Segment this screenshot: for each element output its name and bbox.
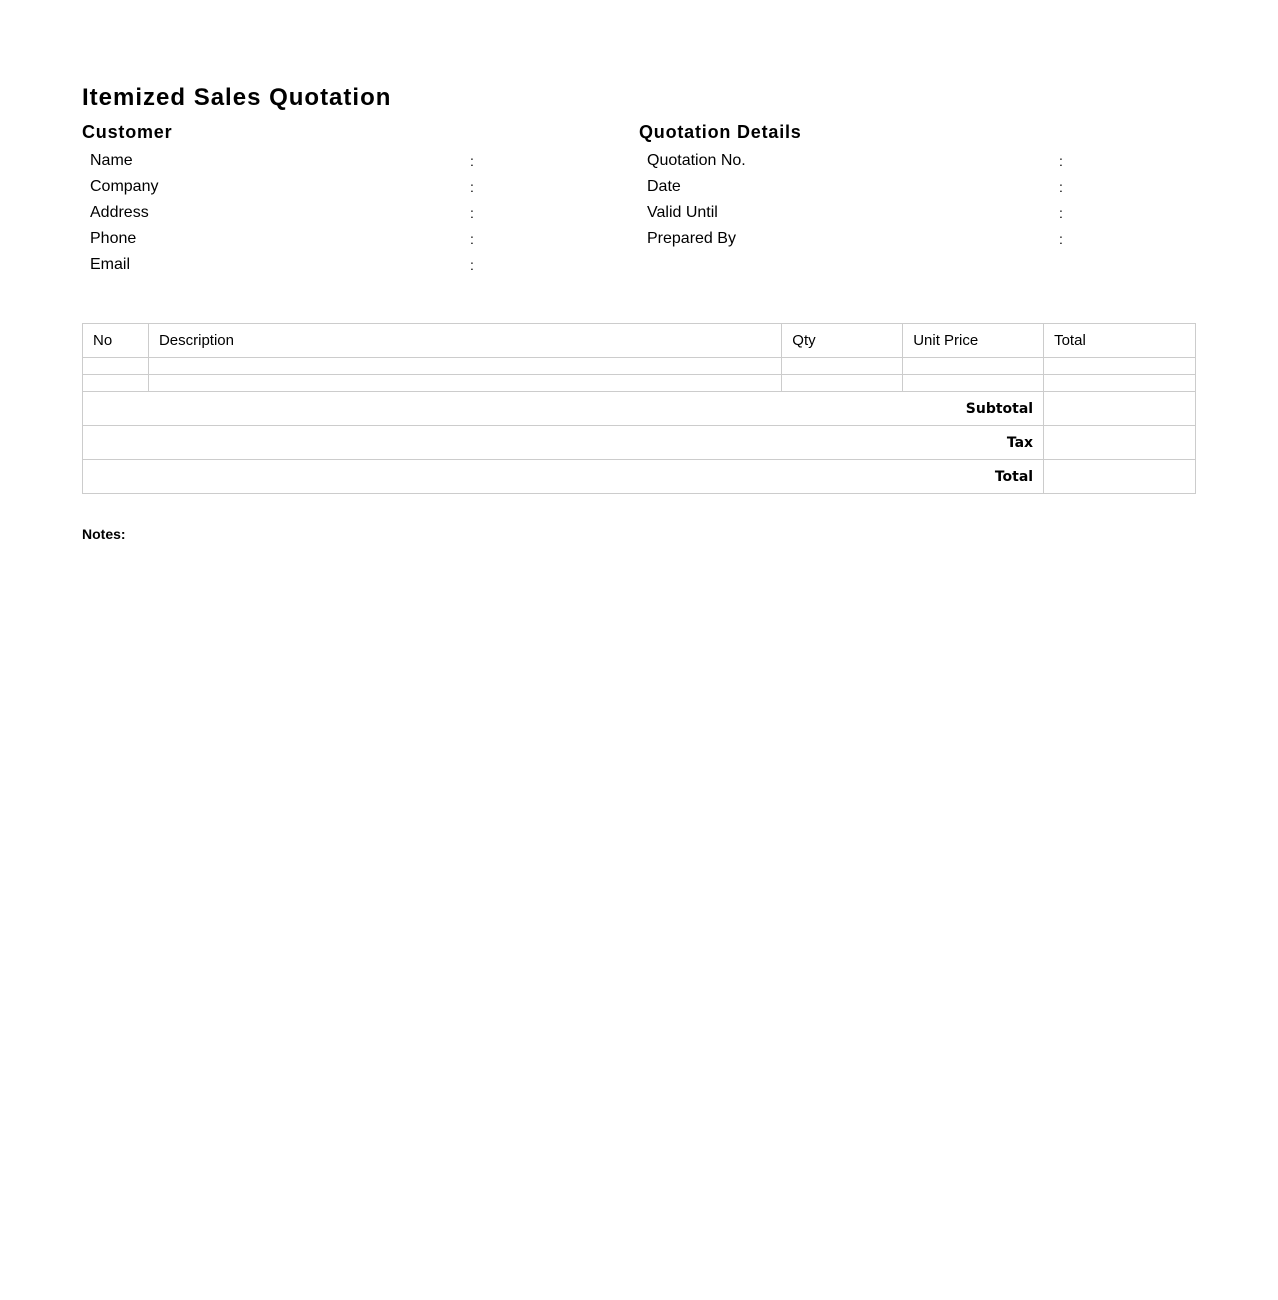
grand-total-row	[83, 460, 1196, 494]
grand-total-value[interactable]	[1044, 460, 1196, 494]
field-value[interactable]	[1079, 226, 1085, 252]
field-label: Address	[90, 204, 149, 221]
cell-total[interactable]	[1044, 375, 1196, 392]
quotation-field-prepared-by	[641, 226, 1085, 252]
field-label: Prepared By	[647, 230, 736, 247]
quotation-details-heading: Quotation Details	[639, 122, 802, 142]
field-value[interactable]	[1079, 174, 1085, 200]
cell-no[interactable]	[83, 375, 149, 392]
field-label: Company	[90, 178, 159, 195]
column-header-total: Total	[1044, 324, 1196, 358]
column-header-description: Description	[148, 324, 781, 358]
cell-description[interactable]	[148, 358, 781, 375]
field-separator: :	[1059, 231, 1063, 247]
quotation-document	[82, 82, 1196, 542]
tax-label: Tax	[83, 426, 1044, 460]
field-separator: :	[470, 231, 474, 247]
column-header-unit-price: Unit Price	[903, 324, 1044, 358]
subtotal-label: Subtotal	[83, 392, 1044, 426]
quotation-fields	[641, 148, 1085, 252]
field-value[interactable]	[490, 200, 496, 226]
quotation-field-date	[641, 174, 1085, 200]
subtotal-value[interactable]	[1044, 392, 1196, 426]
field-separator: :	[470, 257, 474, 273]
field-value[interactable]	[490, 226, 496, 252]
field-value[interactable]	[490, 174, 496, 200]
tax-value[interactable]	[1044, 426, 1196, 460]
cell-no[interactable]	[83, 358, 149, 375]
customer-fields	[84, 148, 496, 278]
field-separator: :	[470, 153, 474, 169]
field-value[interactable]	[490, 148, 496, 174]
field-separator: :	[1059, 153, 1063, 169]
customer-field-email	[84, 252, 496, 278]
table-row	[83, 375, 1196, 392]
field-label: Name	[90, 152, 133, 169]
info-section	[82, 116, 1196, 278]
field-value[interactable]	[1079, 148, 1085, 174]
cell-qty[interactable]	[782, 358, 903, 375]
column-header-qty: Qty	[782, 324, 903, 358]
field-label: Quotation No.	[647, 152, 746, 169]
table-row	[83, 358, 1196, 375]
subtotal-row	[83, 392, 1196, 426]
customer-field-company	[84, 174, 496, 200]
cell-qty[interactable]	[782, 375, 903, 392]
notes-label: Notes:	[82, 526, 126, 542]
field-label: Date	[647, 178, 681, 195]
quotation-details-section	[639, 116, 1196, 278]
grand-total-label: Total	[83, 460, 1044, 494]
cell-unit-price[interactable]	[903, 358, 1044, 375]
cell-unit-price[interactable]	[903, 375, 1044, 392]
field-label: Phone	[90, 230, 137, 247]
field-label: Valid Until	[647, 204, 718, 221]
field-separator: :	[1059, 205, 1063, 221]
quotation-field-valid-until	[641, 200, 1085, 226]
customer-field-phone	[84, 226, 496, 252]
cell-description[interactable]	[148, 375, 781, 392]
field-label: Email	[90, 256, 131, 273]
cell-total[interactable]	[1044, 358, 1196, 375]
items-table	[82, 323, 1196, 494]
field-value[interactable]	[490, 252, 496, 278]
field-value[interactable]	[1079, 200, 1085, 226]
field-separator: :	[470, 205, 474, 221]
field-separator: :	[470, 179, 474, 195]
quotation-field-number	[641, 148, 1085, 174]
customer-section	[82, 116, 639, 278]
tax-row	[83, 426, 1196, 460]
column-header-no: No	[83, 324, 149, 358]
document-title: Itemized Sales Quotation	[82, 84, 392, 111]
items-header-row	[83, 324, 1196, 358]
field-separator: :	[1059, 179, 1063, 195]
customer-field-address	[84, 200, 496, 226]
customer-heading: Customer	[82, 122, 173, 142]
customer-field-name	[84, 148, 496, 174]
